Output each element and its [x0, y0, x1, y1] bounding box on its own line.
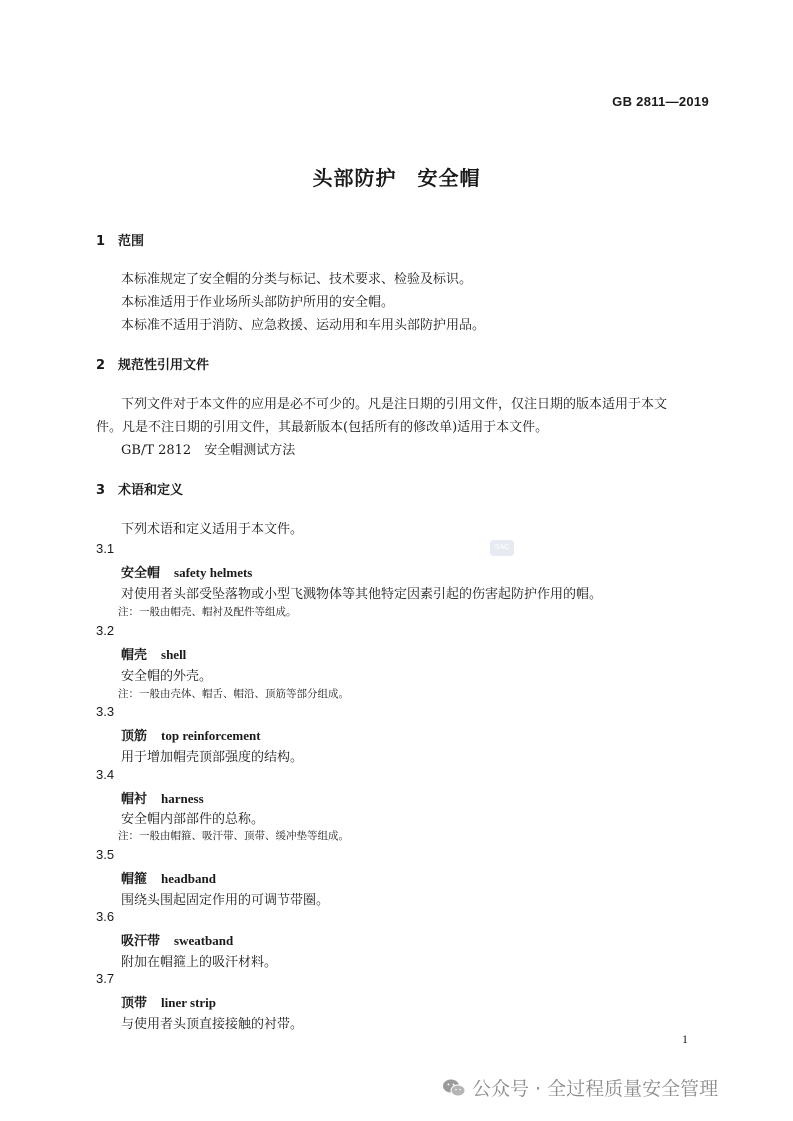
section-2-paragraph: 件。凡是不注日期的引用文件，其最新版本(包括所有的修改单)适用于本文件。	[96, 420, 549, 435]
section-title: 规范性引用文件	[118, 358, 210, 373]
term-zh: 帽衬	[121, 792, 148, 807]
term-definition: 附加在帽箍上的吸汗材料。	[121, 955, 278, 970]
term-zh: 帽壳	[121, 648, 148, 663]
section-1-paragraph: 本标准规定了安全帽的分类与标记、技术要求、检验及标识。	[121, 272, 473, 287]
footer-attribution	[442, 1074, 718, 1101]
term-definition: 安全帽内部部件的总称。	[121, 812, 265, 827]
term-sweatband	[121, 930, 233, 949]
section-number: 3	[96, 483, 106, 498]
section-1-paragraph: 本标准不适用于消防、应急救援、运动用和车用头部防护用品。	[121, 318, 486, 333]
term-en: liner strip	[161, 995, 217, 1010]
clause-number: 3.3	[96, 704, 115, 719]
section-3-heading	[96, 479, 183, 498]
term-en: headband	[161, 871, 216, 886]
page-number: 1	[682, 1032, 688, 1046]
term-zh: 吸汗带	[121, 934, 161, 949]
term-shell	[121, 644, 186, 663]
normative-reference: GB/T 2812 安全帽测试方法	[121, 443, 296, 458]
term-definition: 用于增加帽壳顶部强度的结构。	[121, 750, 304, 765]
term-en: top reinforcement	[161, 728, 261, 743]
wechat-icon	[442, 1078, 466, 1098]
term-safety-helmets	[121, 562, 252, 581]
section-2-heading	[96, 354, 209, 373]
watermark-logo: SAC	[490, 540, 514, 556]
term-en: safety helmets	[174, 565, 253, 580]
footer-text: 公众号 · 全过程质量安全管理	[472, 1078, 719, 1100]
term-headband	[121, 868, 216, 887]
clause-number: 3.1	[96, 541, 115, 556]
term-en: harness	[161, 791, 204, 806]
term-liner-strip	[121, 992, 216, 1011]
term-en: sweatband	[174, 933, 234, 948]
term-zh: 安全帽	[121, 566, 161, 581]
section-1-paragraph: 本标准适用于作业场所头部防护所用的安全帽。	[121, 295, 395, 310]
term-zh: 帽箍	[121, 872, 148, 887]
clause-number: 3.5	[96, 847, 115, 862]
term-definition: 与使用者头顶直接接触的衬带。	[121, 1017, 304, 1032]
section-title: 术语和定义	[118, 483, 184, 498]
term-note: 注：一般由壳体、帽舌、帽沿、顶筋等部分组成。	[118, 688, 349, 700]
section-number: 1	[96, 234, 106, 249]
section-title: 范围	[118, 234, 145, 249]
clause-number: 3.4	[96, 767, 115, 782]
term-definition: 安全帽的外壳。	[121, 669, 213, 684]
clause-number: 3.6	[96, 909, 115, 924]
section-2-paragraph: 下列文件对于本文件的应用是必不可少的。凡是注日期的引用文件，仅注日期的版本适用于本文	[121, 397, 668, 412]
term-top-reinforcement	[121, 725, 261, 744]
standard-code: GB 2811—2019	[612, 94, 709, 109]
clause-number: 3.7	[96, 971, 115, 986]
document-title: 头部防护 安全帽	[312, 166, 481, 190]
term-harness	[121, 788, 204, 807]
section-3-paragraph: 下列术语和定义适用于本文件。	[121, 522, 304, 537]
term-definition: 对使用者头部受坠落物或小型飞溅物体等其他特定因素引起的伤害起防护作用的帽。	[121, 587, 603, 602]
term-definition: 围绕头围起固定作用的可调节带圈。	[121, 893, 330, 908]
section-1-heading	[96, 230, 144, 249]
term-zh: 顶带	[121, 996, 148, 1011]
term-en: shell	[161, 647, 187, 662]
term-note: 注：一般由帽箍、吸汗带、顶带、缓冲垫等组成。	[118, 830, 349, 842]
section-number: 2	[96, 358, 106, 373]
clause-number: 3.2	[96, 623, 115, 638]
term-zh: 顶筋	[121, 729, 148, 744]
term-note: 注：一般由帽壳、帽衬及配件等组成。	[118, 606, 297, 618]
